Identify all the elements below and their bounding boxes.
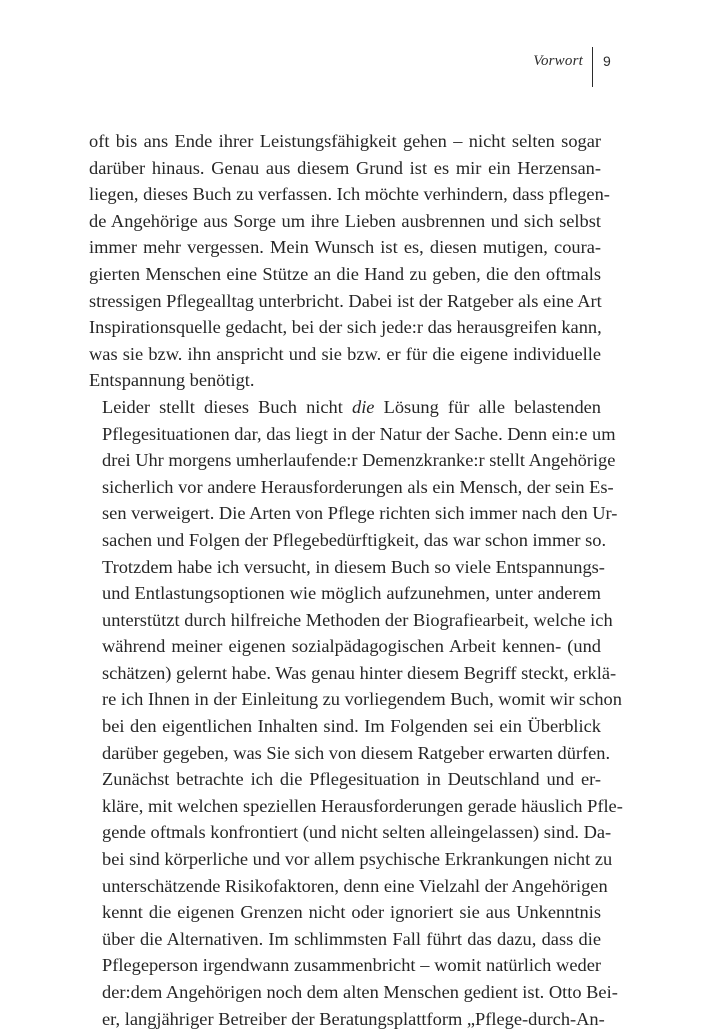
- running-head: [0, 47, 719, 87]
- text-line: darüber gegeben, was Sie sich von diesem Ratgeber erwarten dürfen.: [102, 742, 611, 763]
- text-line: oft bis ans Ende ihrer Leistungsfähigkeit gehen – nicht selten sogar: [89, 131, 601, 151]
- text-line: re ich Ihnen in der Einleitung zu vorliegendem Buch, womit wir schon: [102, 689, 622, 710]
- text-line: Pflegesituationen dar, das liegt in der Natur der Sache. Denn ein:e um: [102, 423, 616, 444]
- text-line: Pflegeperson irgendwann zusammenbricht – womit natürlich weder: [102, 955, 601, 976]
- text-line: de Angehörige aus Sorge um ihre Lieben ausbrennen und sich selbst: [89, 210, 601, 231]
- text-line: kennt die eigenen Grenzen nicht oder ignoriert sie aus Unkenntnis: [102, 902, 601, 923]
- running-title: Vorwort: [533, 53, 583, 69]
- text-line: gierten Menschen eine Stütze an die Hand zu geben, die den oftmals: [89, 263, 601, 284]
- paragraph-1: [89, 128, 610, 394]
- paragraph-3: [89, 766, 623, 1032]
- body-text: [89, 128, 623, 1032]
- text-line: gende oftmals konfrontiert (und nicht selten alleingelassen) sind. Da-: [102, 822, 612, 843]
- text-line: Zunächst betrachte ich die Pflegesituation in Deutschland und er-: [102, 769, 601, 790]
- text-line: [89, 394, 601, 421]
- text-line: der:dem Angehörigen noch dem alten Menschen gedient ist. Otto Bei-: [102, 982, 618, 1002]
- text-line: Entspannung benötigt.: [89, 370, 255, 391]
- text-line: während meiner eigenen sozialpädagogischen Arbeit kennen- (und: [102, 636, 601, 657]
- text-run: Lösung für alle belastenden: [374, 396, 602, 417]
- text-line: was sie bzw. ihn anspricht und sie bzw. er für die eigene individuelle: [89, 343, 601, 364]
- emphasis-word: die: [352, 396, 375, 417]
- text-line: bei sind körperliche und vor allem psychische Erkrankungen nicht zu: [102, 849, 613, 870]
- text-line: sachen und Folgen der Pflegebedürftigkeit, das war schon immer so.: [102, 529, 607, 550]
- text-line: sen verweigert. Die Arten von Pflege richten sich immer nach den Ur-: [102, 503, 618, 524]
- text-line: unterschätzende Risikofaktoren, denn eine Vielzahl der Angehörigen: [102, 875, 608, 896]
- text-line: über die Alternativen. Im schlimmsten Fall führt das dazu, dass die: [102, 928, 601, 949]
- text-line: kläre, mit welchen speziellen Herausforderungen gerade häuslich Pfle-: [102, 795, 623, 816]
- text-line: und Entlastungsoptionen wie möglich aufzunehmen, unter anderem: [102, 583, 601, 604]
- text-line: sicherlich vor andere Herausforderungen als ein Mensch, der sein Es-: [102, 476, 614, 497]
- header-divider: [592, 47, 593, 87]
- text-line: stressigen Pflegealltag unterbricht. Dabei ist der Ratgeber als eine Art: [89, 290, 602, 311]
- text-line: bei den eigentlichen Inhalten sind. Im Folgenden sei ein Überblick: [102, 716, 601, 737]
- text-line: er, langjähriger Betreiber der Beratungsplattform „Pflege-durch-An-: [102, 1008, 605, 1029]
- text-line: schätzen) gelernt habe. Was genau hinter diesem Begriff steckt, erklä-: [102, 662, 617, 683]
- text-line: liegen, dieses Buch zu verfassen. Ich möchte verhindern, dass pflegen-: [89, 184, 610, 205]
- text-line: drei Uhr morgens umherlaufende:r Demenzkranke:r stellt Angehörige: [102, 450, 616, 471]
- text-line: immer mehr vergessen. Mein Wunsch ist es, diesen mutigen, coura-: [89, 237, 601, 258]
- text-line: darüber hinaus. Genau aus diesem Grund ist es mir ein Herzensan-: [89, 157, 601, 178]
- page-number: 9: [603, 53, 611, 69]
- text-line: Trotzdem habe ich versucht, in diesem Buch so viele Entspannungs-: [102, 556, 605, 577]
- text-run: Leider stellt dieses Buch nicht: [102, 396, 352, 417]
- paragraph-2: [89, 394, 622, 766]
- text-line: unterstützt durch hilfreiche Methoden der Biografiearbeit, welche ich: [102, 609, 613, 630]
- text-line: Inspirationsquelle gedacht, bei der sich jede:r das herausgreifen kann,: [89, 317, 602, 338]
